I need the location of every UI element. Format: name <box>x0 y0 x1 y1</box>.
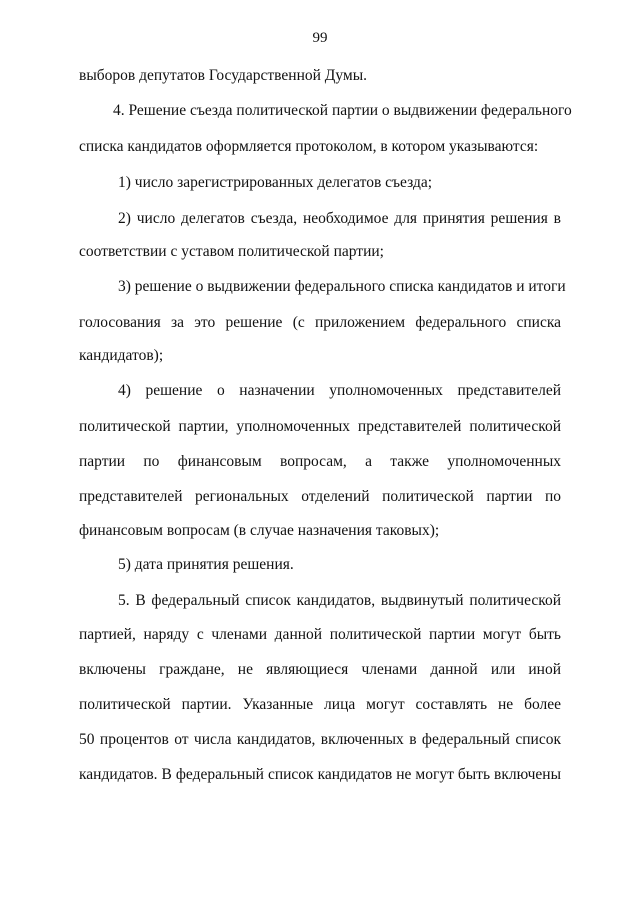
text-line-21: кандидатов. В федеральный список кандидатов не могут быть включены <box>79 766 561 783</box>
text-line-20: 50 процентов от числа кандидатов, включенных в федеральный список <box>79 731 561 748</box>
text-line-13: представителей региональных отделений политической партии по <box>79 488 561 505</box>
text-line-1: выборов депутатов Государственной Думы. <box>79 67 368 84</box>
text-line-9: кандидатов); <box>79 347 164 364</box>
text-line-18: включены граждане, не являющиеся членами данной или иной <box>79 661 561 678</box>
text-line-7: 3) решение о выдвижении федерального списка кандидатов и итоги <box>118 278 566 295</box>
text-line-19: политической партии. Указанные лица могут составлять не более <box>79 696 561 713</box>
text-line-10: 4) решение о назначении уполномоченных представителей <box>118 382 561 399</box>
text-line-11: политической партии, уполномоченных представителей политической <box>79 418 561 435</box>
text-line-6: соответствии с уставом политической партии; <box>79 243 384 260</box>
text-line-15: 5) дата принятия решения. <box>118 556 294 573</box>
text-line-16: 5. В федеральный список кандидатов, выдвинутый политической <box>118 592 561 609</box>
text-line-8: голосования за это решение (с приложением федерального списка <box>79 314 561 331</box>
text-line-2: 4. Решение съезда политической партии о выдвижении федерального <box>113 102 572 119</box>
text-line-4: 1) число зарегистрированных делегатов съезда; <box>118 174 433 191</box>
text-line-17: партией, наряду с членами данной политической партии могут быть <box>79 626 561 643</box>
text-line-5: 2) число делегатов съезда, необходимое для принятия решения в <box>118 210 561 227</box>
text-line-12: партии по финансовым вопросам, а также уполномоченных <box>79 453 561 470</box>
page-number: 99 <box>312 30 328 46</box>
text-line-3: списка кандидатов оформляется протоколом, в котором указываются: <box>79 138 539 155</box>
text-line-14: финансовым вопросам (в случае назначения таковых); <box>79 522 440 539</box>
